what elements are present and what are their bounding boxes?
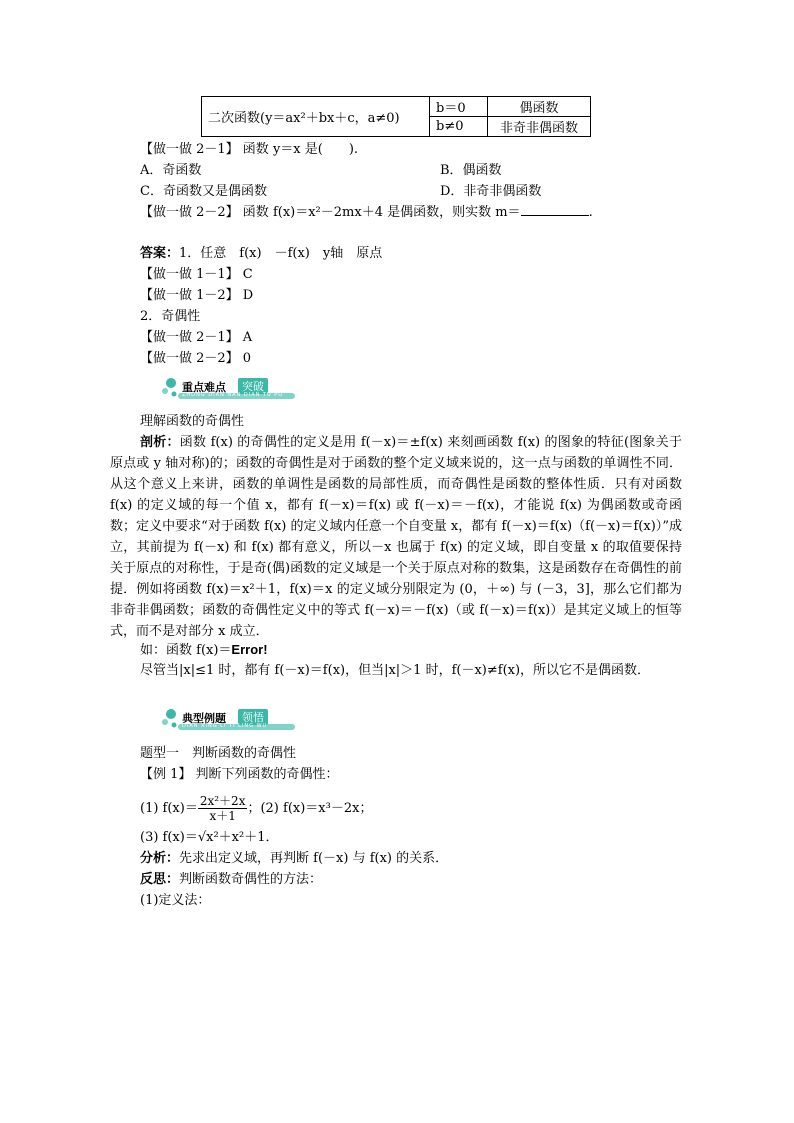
question-2-2-end: .: [588, 205, 593, 220]
analysis-text: 函数 f(x) 的奇偶性的定义是用 f(－x)＝±f(x) 来刻画函数 f(x) 的图象的特征(图象关于原点或 y 轴对称)的；函数的奇偶性是对于函数的整个定义域来说的，这一点与函数的单调性不同．从这个意义上来讲，函数的单调性是函数的局部性质，而奇偶性是函数的整体性质．只有对函数 f(x) 的定义域的每一个值 x，都有 f(－x)＝f(x) 或 f(－x)＝－f(x)，才能说 f(x) 为偶函数或奇函数；定义中要求“对于函数 f(x) 的定义域内任意一个自变量 x，都有 f(－x)＝f(x)（f(－x)＝f(x)）”成立，其前提为 f(－x) 和 f(x) 都有意义，所以－x 也属于 f(x) 的定义域，即自变量 x 的取值要保持关于原点的对称性，于是奇(偶)函数的定义域是一个关于原点对称的数集，这是函数存在奇偶性的前提．例如将函数 f(x)＝x²＋1，f(x)＝x 的定义域分别限定为 (0，＋∞) 与 (－3，3]，那么它们都为非奇非偶函数；函数的奇偶性定义中的等式 f(－x)＝－f(x)（或 f(－x)＝f(x)）是其定义域上的恒等式，而不是对部分 x 成立．: [110, 435, 682, 639]
banner-subtitle: ZHONG DIAN NAN DIAN TU PO: [182, 392, 284, 398]
fraction: [198, 794, 248, 823]
fraction-denominator: x＋1: [209, 809, 236, 823]
analysis-paragraph: [110, 432, 682, 642]
problem-3: (3) f(x)＝√x²＋x²＋1．: [140, 830, 279, 845]
table-function-cell: 二次函数(y＝ax²＋bx＋c，a≠0): [202, 97, 430, 137]
section-banner-examples: [160, 707, 295, 733]
problem-1-suffix: ；(2) f(x)＝x³－2x；: [247, 801, 373, 816]
answer-1-1: 【做一做 1－1】 C: [140, 267, 253, 282]
answer-2-1: 【做一做 2－1】 A: [140, 330, 253, 345]
quadratic-parity-table: [201, 96, 591, 137]
option-a: A．奇函数: [140, 163, 202, 178]
option-b: B．偶函数: [440, 163, 502, 178]
answer-blank: [521, 203, 589, 216]
analysis-2-label: 分析：: [140, 851, 180, 866]
fraction-numerator: 2x²＋2x: [199, 794, 246, 808]
table-result-cell: 非奇非偶函数: [488, 117, 591, 137]
analysis-2: [140, 849, 448, 869]
option-d: D．非奇非偶函数: [440, 184, 542, 199]
answer-1: 1．任意 f(x) －f(x) y轴 原点: [179, 246, 383, 261]
error-text: Error!: [231, 642, 268, 657]
answer-line-1: [140, 244, 382, 264]
reflect-label: 反思：: [140, 872, 180, 887]
banner-tag: 领悟: [238, 709, 268, 725]
table-result-cell: 偶函数: [488, 97, 591, 117]
table-condition-cell: b≠0: [430, 117, 488, 137]
answer-2-2: 【做一做 2－2】 0: [140, 351, 252, 366]
option-c: C．奇函数又是偶函数: [140, 184, 267, 199]
reflect-text: 判断函数奇偶性的方法：: [179, 872, 323, 887]
banner-label: 重点难点: [182, 381, 226, 394]
note-paragraph: 尽管当|x|≤1 时，都有 f(－x)＝f(x)，但当|x|＞1 时，f(－x)≠f(x)，所以它不是偶函数．: [140, 663, 651, 678]
analysis-label: 剖析：: [140, 435, 180, 450]
reflect: [140, 870, 322, 890]
example-line: [140, 640, 268, 661]
example-1-heading: 【例 1】 判断下列函数的奇偶性：: [140, 767, 339, 782]
section-1-title: 理解函数的奇偶性: [140, 414, 245, 429]
answer-2: 2．奇偶性: [140, 309, 201, 324]
answer-1-2: 【做一做 1－2】 D: [140, 288, 254, 303]
method-1: (1)定义法：: [140, 893, 211, 908]
problem-1: [140, 792, 372, 826]
answer-label: 答案：: [140, 246, 180, 261]
banner-label: 典型例题: [182, 712, 226, 725]
example-text: 如：函数 f(x)＝: [140, 643, 232, 658]
section-banner-key-points: [160, 376, 295, 402]
question-2-2: [140, 203, 593, 223]
section-2-title: 题型一 判断函数的奇偶性: [140, 746, 297, 761]
analysis-2-text: 先求出定义域，再判断 f(－x) 与 f(x) 的关系．: [179, 851, 449, 866]
question-2-1-stem: 【做一做 2－1】 函数 y＝x 是( ).: [140, 142, 359, 157]
problem-1-prefix: (1) f(x)＝: [140, 801, 198, 816]
banner-subtitle: DIAN XING LI TI LING WU: [182, 723, 268, 729]
question-2-2-stem: 【做一做 2－2】 函数 f(x)＝x²－2mx＋4 是偶函数，则实数 m＝: [140, 205, 521, 220]
banner-tag: 突破: [238, 378, 268, 394]
table-condition-cell: b＝0: [430, 97, 488, 117]
